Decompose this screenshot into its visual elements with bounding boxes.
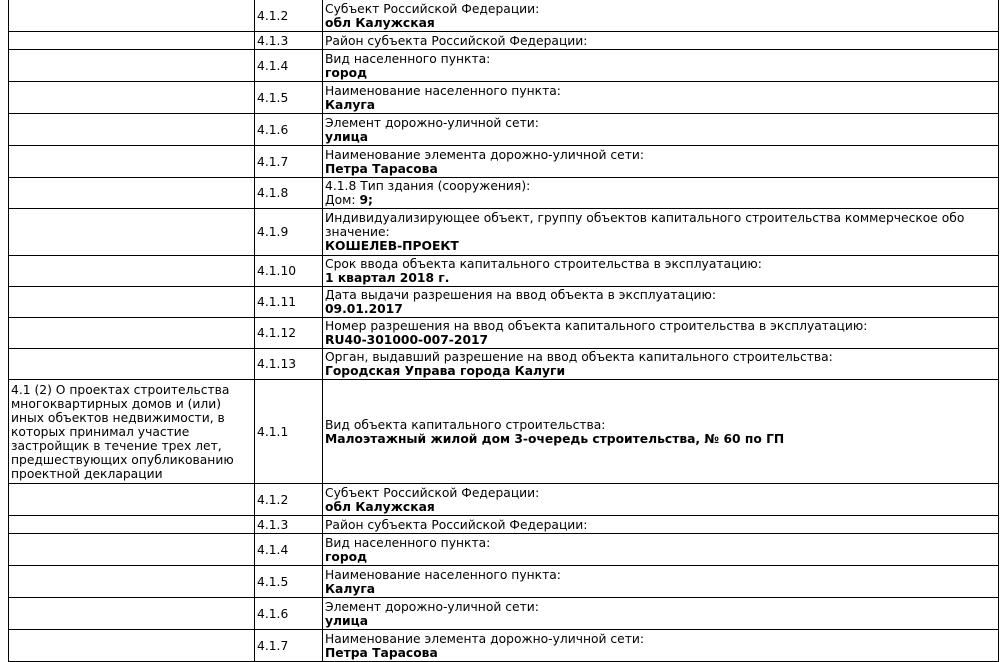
item-value: Калуга <box>325 97 376 112</box>
table-row <box>9 178 999 209</box>
item-content <box>323 287 999 318</box>
section-cell <box>9 598 255 630</box>
item-value: город <box>325 65 368 80</box>
section-cell <box>9 32 255 50</box>
section-cell <box>9 0 255 32</box>
item-label: Срок ввода объекта капитального строительства в эксплуатацию: <box>325 257 762 271</box>
section-cell <box>9 566 255 598</box>
item-value: RU40-301000-007-2017 <box>325 333 489 347</box>
item-code: 4.1.1 <box>255 380 323 484</box>
section-cell <box>9 146 255 178</box>
table-row <box>9 82 999 114</box>
item-code: 4.1.12 <box>255 318 323 349</box>
item-label: Дата выдачи разрешения на ввод объекта в эксплуатацию: <box>325 288 716 302</box>
item-label: Вид объекта капитального строительства: <box>325 417 606 432</box>
item-label: Вид населенного пункта: <box>325 51 491 66</box>
item-code: 4.1.4 <box>255 50 323 82</box>
section-cell <box>9 318 255 349</box>
item-label: Наименование элемента дорожно-уличной сети: <box>325 631 645 646</box>
declaration-table <box>8 0 999 662</box>
item-code: 4.1.5 <box>255 82 323 114</box>
item-code: 4.1.11 <box>255 287 323 318</box>
section-cell <box>9 630 255 662</box>
section-cell <box>9 256 255 287</box>
item-code: 4.1.8 <box>255 178 323 209</box>
table-row <box>9 0 999 32</box>
item-label: Орган, выдавший разрешение на ввод объекта капитального строительства: <box>325 350 833 364</box>
item-content <box>323 349 999 380</box>
item-code: 4.1.7 <box>255 146 323 178</box>
item-code: 4.1.5 <box>255 566 323 598</box>
item-value: 9; <box>359 193 373 207</box>
table-row <box>9 598 999 630</box>
section-cell <box>9 287 255 318</box>
table-row <box>9 32 999 50</box>
item-value: 09.01.2017 <box>325 302 403 316</box>
item-value: улица <box>325 613 369 628</box>
item-label-continued: значение: <box>325 225 390 239</box>
table-row <box>9 256 999 287</box>
table-row <box>9 146 999 178</box>
item-value: Малоэтажный жилой дом 3-очередь строительства, № 60 по ГП <box>325 431 785 446</box>
table-row <box>9 516 999 534</box>
item-label: Наименование населенного пункта: <box>325 567 561 582</box>
table-row <box>9 349 999 380</box>
item-content <box>323 630 999 662</box>
item-content <box>323 178 999 209</box>
table-row <box>9 287 999 318</box>
item-content <box>323 256 999 287</box>
item-content <box>323 598 999 630</box>
section-cell <box>9 516 255 534</box>
item-content <box>323 209 999 256</box>
item-code: 4.1.3 <box>255 32 323 50</box>
table-row <box>9 380 999 484</box>
section-cell <box>9 50 255 82</box>
section-cell <box>9 534 255 566</box>
item-content <box>323 32 999 50</box>
item-label: 4.1.8 Тип здания (сооружения): <box>325 179 531 193</box>
item-value: город <box>325 549 368 564</box>
item-label: Номер разрешения на ввод объекта капитального строительства в эксплуатацию: <box>325 319 868 333</box>
item-label: Наименование населенного пункта: <box>325 83 561 98</box>
item-value: обл Калужская <box>325 499 435 514</box>
item-label: Вид населенного пункта: <box>325 535 491 550</box>
item-code: 4.1.7 <box>255 630 323 662</box>
item-value: Городская Управа города Калуги <box>325 364 566 378</box>
item-content <box>323 380 999 484</box>
item-code: 4.1.6 <box>255 114 323 146</box>
item-content <box>323 0 999 32</box>
item-content <box>323 534 999 566</box>
item-label: Элемент дорожно-уличной сети: <box>325 115 539 130</box>
table-row <box>9 630 999 662</box>
item-value: обл Калужская <box>325 15 435 30</box>
item-content <box>323 50 999 82</box>
item-value: 1 квартал 2018 г. <box>325 271 450 285</box>
section-cell <box>9 484 255 516</box>
item-code: 4.1.4 <box>255 534 323 566</box>
table-row <box>9 484 999 516</box>
table-row <box>9 534 999 566</box>
item-code: 4.1.2 <box>255 0 323 32</box>
table-row <box>9 318 999 349</box>
item-code: 4.1.2 <box>255 484 323 516</box>
item-content <box>323 566 999 598</box>
item-code: 4.1.3 <box>255 516 323 534</box>
table-row <box>9 209 999 256</box>
item-code: 4.1.10 <box>255 256 323 287</box>
item-label: Индивидуализирующее объект, группу объектов капитального строительства коммерческое обо <box>325 211 965 225</box>
section-cell <box>9 114 255 146</box>
table-row <box>9 114 999 146</box>
item-content <box>323 146 999 178</box>
section-cell: 4.1 (2) О проектах строительства многоквартирных домов и (или) иных объектов недвижимости, в которых принимал участие застройщик в течение трех лет, предшествующих опубликованию проектной декларации <box>9 380 255 484</box>
item-value: Петра Тарасова <box>325 161 438 176</box>
section-cell <box>9 82 255 114</box>
item-code: 4.1.6 <box>255 598 323 630</box>
item-content <box>323 114 999 146</box>
table-row <box>9 50 999 82</box>
section-cell <box>9 349 255 380</box>
item-value: улица <box>325 129 369 144</box>
item-content <box>323 318 999 349</box>
item-value: Калуга <box>325 581 376 596</box>
item-prefix: Дом: <box>325 193 360 207</box>
item-content <box>323 82 999 114</box>
item-content <box>323 516 999 534</box>
item-label: Элемент дорожно-уличной сети: <box>325 599 539 614</box>
item-value: Петра Тарасова <box>325 645 438 660</box>
item-label: Район субъекта Российской Федерации: <box>325 33 588 48</box>
item-value: КОШЕЛЕВ-ПРОЕКТ <box>325 239 459 253</box>
item-label: Район субъекта Российской Федерации: <box>325 517 588 532</box>
item-label: Субъект Российской Федерации: <box>325 1 540 16</box>
item-label: Субъект Российской Федерации: <box>325 485 540 500</box>
item-code: 4.1.9 <box>255 209 323 256</box>
item-content <box>323 484 999 516</box>
item-code: 4.1.13 <box>255 349 323 380</box>
section-cell <box>9 178 255 209</box>
section-cell <box>9 209 255 256</box>
item-label: Наименование элемента дорожно-уличной сети: <box>325 147 645 162</box>
table-row <box>9 566 999 598</box>
